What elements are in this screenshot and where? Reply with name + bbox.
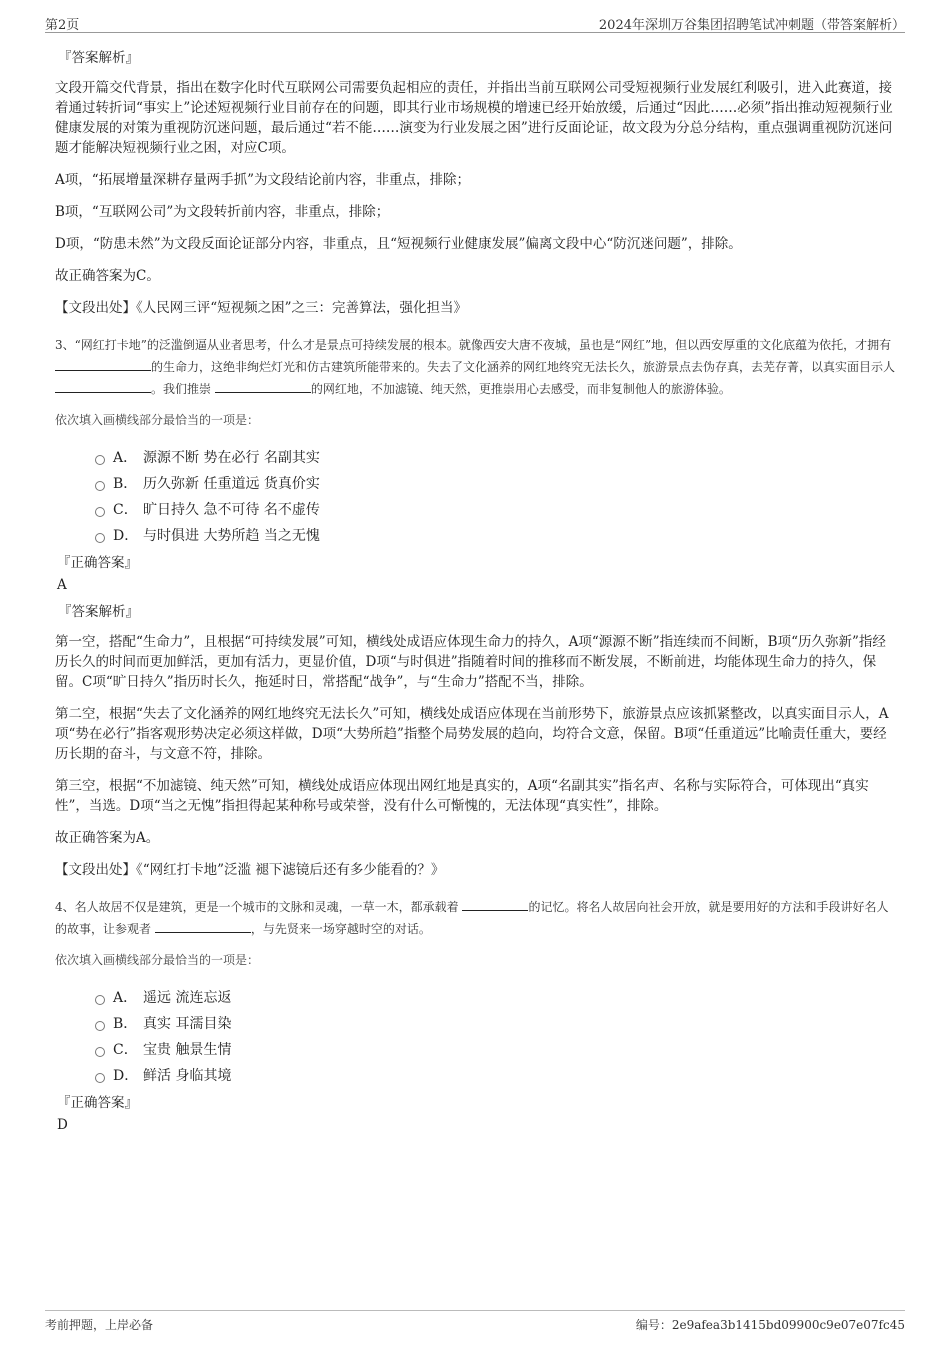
question-4-options bbox=[95, 984, 895, 1088]
radio-icon[interactable] bbox=[95, 1021, 105, 1031]
question-4-text: 4、名人故居不仅是建筑，更是一个城市的文脉和灵魂，一草一木，都承载着 的记忆。将名人故居向社会开放，就是要用好的方法和手段讲好名人的故事，让参观者 ，与先贤来一场穿越时空的对话。 bbox=[55, 900, 889, 936]
radio-icon[interactable] bbox=[95, 481, 105, 491]
question-3-options bbox=[95, 444, 895, 548]
analysis-paragraph: A项，“拓展增量深耕存量两手抓”为文段结论前内容，非重点，排除； bbox=[55, 172, 471, 188]
option-b[interactable]: B． 历久弥新 任重道远 货真价实 bbox=[95, 470, 895, 496]
radio-icon[interactable] bbox=[95, 455, 105, 465]
question-3-text: 3、“网红打卡地”的泛滥倒逼从业者思考，什么才是景点可持续发展的根本。就像西安大唐不夜城，虽也是“网红”地，但以西安厚重的文化底蕴为依托，才拥有 的生命力，这绝非绚烂灯光和仿古建筑所能带来的。失去了文化涵养的网红地终究无法长久，旅游景点去伪存真，去芜存菁，以真实面目示人 。我们推崇 的网红地，不加滤镜、纯天然，更推崇用心去感受，而非复制他人的旅游体验。 bbox=[55, 338, 896, 396]
page-number: 第2页 bbox=[45, 18, 80, 33]
option-b[interactable]: B． 真实 耳濡目染 bbox=[95, 1010, 895, 1036]
conclusion: 故正确答案为C。 bbox=[55, 268, 160, 284]
radio-icon[interactable] bbox=[95, 533, 105, 543]
answer-label: 『正确答案』 bbox=[57, 1095, 138, 1111]
option-a[interactable]: A． 遥远 流连忘返 bbox=[95, 984, 895, 1010]
option-d[interactable]: D． 与时俱进 大势所趋 当之无愧 bbox=[95, 522, 895, 548]
analysis-paragraph: B项，“互联网公司”为文段转折前内容，非重点，排除； bbox=[55, 204, 390, 220]
analysis-paragraph: D项，“防患未然”为文段反面论证部分内容，非重点，且“短视频行业健康发展”偏离文段中心“防沉迷问题”，排除。 bbox=[55, 236, 742, 252]
page-header bbox=[45, 10, 905, 33]
radio-icon[interactable] bbox=[95, 507, 105, 517]
analysis-label: 『答案解析』 bbox=[58, 50, 139, 66]
source-citation: 【文段出处】《“网红打卡地”泛滥 褪下滤镜后还有多少能看的？》 bbox=[55, 862, 445, 878]
analysis-paragraph: 第三空，根据“不加滤镜、纯天然”可知，横线处成语应体现出网红地是真实的，A项“名副其实”指名声、名称与实际符合，可体现出“真实性”，当选。D项“当之无愧”指担得起某种称号或荣誉，没有什么可惭愧的，无法体现“真实性”，排除。 bbox=[55, 778, 869, 814]
option-c[interactable]: C． 宝贵 触景生情 bbox=[95, 1036, 895, 1062]
source-citation: 【文段出处】《人民网三评“短视频之困”之三：完善算法，强化担当》 bbox=[55, 300, 468, 316]
page-footer bbox=[45, 1310, 905, 1335]
document-id: 编号：2e9afea3b1415bd09900c9e07e07fc45 bbox=[635, 1318, 905, 1332]
document-title: 2024年深圳万谷集团招聘笔试冲刺题（带答案解析） bbox=[598, 18, 905, 33]
answer-value: D bbox=[57, 1117, 68, 1133]
main-content bbox=[55, 46, 895, 1138]
fill-blank bbox=[55, 380, 151, 393]
fill-blank bbox=[215, 380, 311, 393]
conclusion: 故正确答案为A。 bbox=[55, 830, 160, 846]
radio-icon[interactable] bbox=[95, 995, 105, 1005]
analysis-paragraph: 文段开篇交代背景，指出在数字化时代互联网公司需要负起相应的责任，并指出当前互联网公司受短视频行业发展红利吸引，进入此赛道，接着通过转折词“事实上”论述短视频行业目前存在的问题，即其行业市场规模的增速已经开始放缓，后通过“因此……必须”指出推动短视频行业健康发展的对策为重视防沉迷问题，最后通过“若不能……演变为行业发展之困”进行反面论证，故文段为分总分结构，重点强调重视防沉迷问题才能解决短视频行业之困，对应C项。 bbox=[55, 80, 893, 156]
answer-value: A bbox=[57, 577, 67, 593]
answer-label: 『正确答案』 bbox=[57, 555, 138, 571]
radio-icon[interactable] bbox=[95, 1047, 105, 1057]
option-c[interactable]: C． 旷日持久 急不可待 名不虚传 bbox=[95, 496, 895, 522]
footer-slogan: 考前押题，上岸必备 bbox=[45, 1318, 154, 1332]
option-d[interactable]: D． 鲜活 身临其境 bbox=[95, 1062, 895, 1088]
option-a[interactable]: A． 源源不断 势在必行 名副其实 bbox=[95, 444, 895, 470]
question-instruction: 依次填入画横线部分最恰当的一项是： bbox=[55, 413, 260, 427]
analysis-paragraph: 第二空，根据“失去了文化涵养的网红地终究无法长久”可知，横线处成语应体现在当前形势下，旅游景点应该抓紧整改，以真实面目示人，A项“势在必行”指客观形势决定必须这样做，D项“大势所趋”指整个局势发展的趋向，均符合文意，保留。B项“任重道远”比喻责任重大，要经历长期的奋斗，与文意不符，排除。 bbox=[55, 706, 889, 762]
analysis-label: 『答案解析』 bbox=[58, 604, 139, 620]
fill-blank bbox=[55, 358, 151, 371]
fill-blank bbox=[462, 898, 528, 911]
radio-icon[interactable] bbox=[95, 1073, 105, 1083]
fill-blank bbox=[155, 920, 251, 933]
analysis-paragraph: 第一空，搭配“生命力”，且根据“可持续发展”可知，横线处成语应体现生命力的持久，A项“源源不断”指连续而不间断，B项“历久弥新”指经历长久的时间而更加鲜活，更加有活力，更显价值，D项“与时俱进”指随着时间的推移而不断发展，不断前进，均能体现生命力的持久，保留。C项“旷日持久”指历时长久，拖延时日，常搭配“战争”，与“生命力”搭配不当，排除。 bbox=[55, 634, 886, 690]
question-instruction: 依次填入画横线部分最恰当的一项是： bbox=[55, 953, 260, 967]
